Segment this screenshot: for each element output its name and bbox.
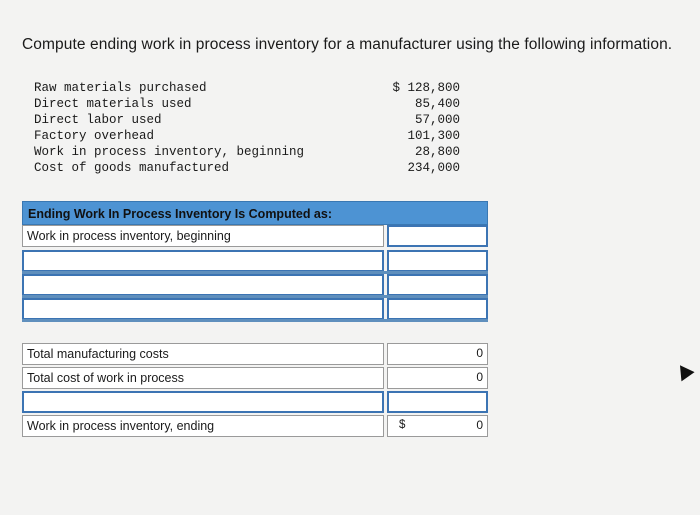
given-value: 101,300 <box>407 129 460 143</box>
given-data-list <box>34 80 464 176</box>
table-row-input <box>22 250 490 272</box>
given-label: Work in process inventory, beginning <box>34 145 305 159</box>
given-value: 234,000 <box>407 161 460 175</box>
given-label: Raw materials purchased <box>34 81 207 95</box>
total-mfg-label: Total manufacturing costs <box>22 343 384 365</box>
wip-beginning-label: Work in process inventory, beginning <box>22 225 384 247</box>
row-divider <box>22 319 488 322</box>
total-wip-label: Total cost of work in process <box>22 367 384 389</box>
given-value: $ 128,800 <box>392 81 460 95</box>
table-row-input <box>22 298 490 320</box>
table-row-wip-beginning <box>22 225 490 247</box>
question-text: Compute ending work in process inventory for a manufacturer using the following information. <box>22 36 673 53</box>
wip-ending-label: Work in process inventory, ending <box>22 415 384 437</box>
given-row <box>34 80 464 96</box>
given-label: Direct materials used <box>34 97 192 111</box>
given-row <box>34 128 464 144</box>
table-row-wip-ending <box>22 415 490 437</box>
table-row-total-wip <box>22 367 490 389</box>
cost-label-input-3[interactable] <box>22 298 384 320</box>
given-label: Cost of goods manufactured <box>34 161 230 175</box>
cost-amount-input-1[interactable] <box>387 250 488 272</box>
given-row <box>34 160 464 176</box>
cost-label-input-1[interactable] <box>22 250 384 272</box>
given-label: Direct labor used <box>34 113 162 127</box>
mouse-cursor-icon <box>673 361 694 382</box>
cost-amount-input-4[interactable] <box>387 391 488 413</box>
given-row <box>34 112 464 128</box>
table-row-total-mfg <box>22 343 490 365</box>
wip-ending-amount: 0 <box>476 418 483 432</box>
given-row <box>34 96 464 112</box>
total-mfg-value: 0 <box>387 343 488 365</box>
table-header: Ending Work In Process Inventory Is Computed as: <box>22 201 488 225</box>
wip-beginning-amount-input[interactable] <box>387 225 488 247</box>
given-value: 85,400 <box>414 97 460 111</box>
given-value: 28,800 <box>414 145 460 159</box>
given-label: Factory overhead <box>34 129 155 143</box>
table-row-input <box>22 274 490 296</box>
given-value: 57,000 <box>414 113 460 127</box>
total-wip-value: 0 <box>387 367 488 389</box>
cost-label-input-4[interactable] <box>22 391 384 413</box>
cost-amount-input-2[interactable] <box>387 274 488 296</box>
given-row <box>34 144 464 160</box>
cost-amount-input-3[interactable] <box>387 298 488 320</box>
cost-label-input-2[interactable] <box>22 274 384 296</box>
wip-ending-value <box>387 415 488 437</box>
computation-table <box>22 201 490 439</box>
currency-symbol: $ <box>399 419 406 431</box>
table-row-input <box>22 391 490 413</box>
